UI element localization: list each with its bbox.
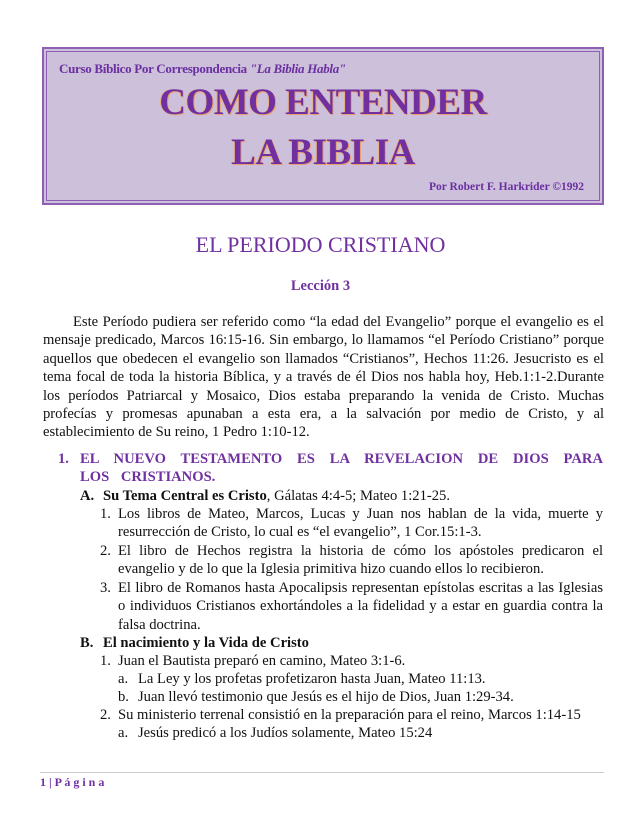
subsection-a-refs: , Gálatas 4:4-5; Mateo 1:21-25. bbox=[266, 488, 450, 504]
sublist-letter: a. bbox=[118, 671, 129, 687]
course-header-banner bbox=[42, 47, 604, 205]
subsection-a-letter: A. bbox=[80, 488, 95, 504]
list-item: Su ministerio terrenal consistió en la preparación para el reino, Marcos 1:14-15 bbox=[118, 707, 581, 723]
subsection-b-letter: B. bbox=[80, 635, 94, 651]
subsection-b-heading: El nacimiento y la Vida de Cristo bbox=[103, 635, 309, 651]
page-number: 1 bbox=[40, 775, 46, 789]
course-name bbox=[59, 61, 346, 77]
list-number: 2. bbox=[100, 543, 111, 559]
section-heading: EL NUEVO TESTAMENTO ES LA REVELACION DE DIOS PARA LOS CRISTIANOS. bbox=[80, 451, 603, 486]
banner-title-line1: COMO ENTENDER bbox=[159, 82, 487, 123]
subsection-a-title: Su Tema Central es Cristo bbox=[103, 488, 267, 504]
course-label: Curso Bíblico Por Correspondencia bbox=[59, 61, 250, 76]
list-number: 1. bbox=[100, 653, 111, 669]
list-number: 2. bbox=[100, 707, 111, 723]
page-footer bbox=[40, 775, 104, 790]
list-item: El libro de Hechos registra la historia de cómo los apóstoles predicaron el evangelio y de lo que la Iglesia primitiva hizo cuando ellos lo recibieron. bbox=[118, 543, 603, 578]
page-label: P á g i n a bbox=[54, 775, 105, 789]
lesson-number: Lección 3 bbox=[290, 278, 351, 294]
subsection-a-heading bbox=[103, 487, 450, 505]
sublist-letter: a. bbox=[118, 725, 129, 741]
list-item: El libro de Romanos hasta Apocalipsis representan epístolas escritas a las Iglesias o individuos Cristianos exhortándoles a la fidelidad y a estar en guardia contra la falsa doctrina. bbox=[118, 580, 603, 633]
banner-title-line2: LA BIBLIA bbox=[231, 132, 415, 173]
course-series: "La Biblia Habla" bbox=[249, 61, 346, 76]
list-number: 1. bbox=[100, 506, 111, 522]
sublist-item: Jesús predicó a los Judíos solamente, Mateo 15:24 bbox=[138, 725, 433, 741]
author-credit: Por Robert F. Harkrider ©1992 bbox=[429, 181, 584, 193]
page-title: EL PERIODO CRISTIANO bbox=[195, 232, 446, 257]
sublist-item: La Ley y los profetas profetizaron hasta Juan, Mateo 11:13. bbox=[138, 671, 486, 687]
footer-divider bbox=[40, 772, 604, 773]
list-item: Los libros de Mateo, Marcos, Lucas y Juan nos hablan de la vida, muerte y resurrección de Cristo, lo cual es “el evangelio”, 1 Cor.15:1-3. bbox=[118, 506, 603, 541]
sublist-letter: b. bbox=[118, 689, 129, 705]
list-number: 3. bbox=[100, 580, 111, 596]
footer-separator: | bbox=[46, 775, 55, 789]
section-number: 1. bbox=[58, 451, 69, 467]
intro-paragraph: Este Período pudiera ser referido como “la edad del Evangelio” porque el evangelio es el mensaje predicado, Marcos 16:15-16. Sin embargo, lo llamamos “el Período Cristiano” porque aquellos que obedecen el evangelio son llamados “Cristianos”, Hechos 11:26. Jesucristo es el tema focal de toda la historia Bíblica, y a través de él Dios nos habla hoy, Heb.1:1-2.Durante los períodos Patriarcal y Mosaico, Dios estaba preparando la venida de Cristo. Muchas profecías y promesas apunaban a esta era, a la salvación por medio de Cristo, y al establecimiento de Su reino, 1 Pedro 1:10-12. bbox=[43, 314, 604, 441]
sublist-item: Juan llevó testimonio que Jesús es el hijo de Dios, Juan 1:29-34. bbox=[138, 689, 514, 705]
list-item: Juan el Bautista preparó en camino, Mateo 3:1-6. bbox=[118, 653, 406, 669]
